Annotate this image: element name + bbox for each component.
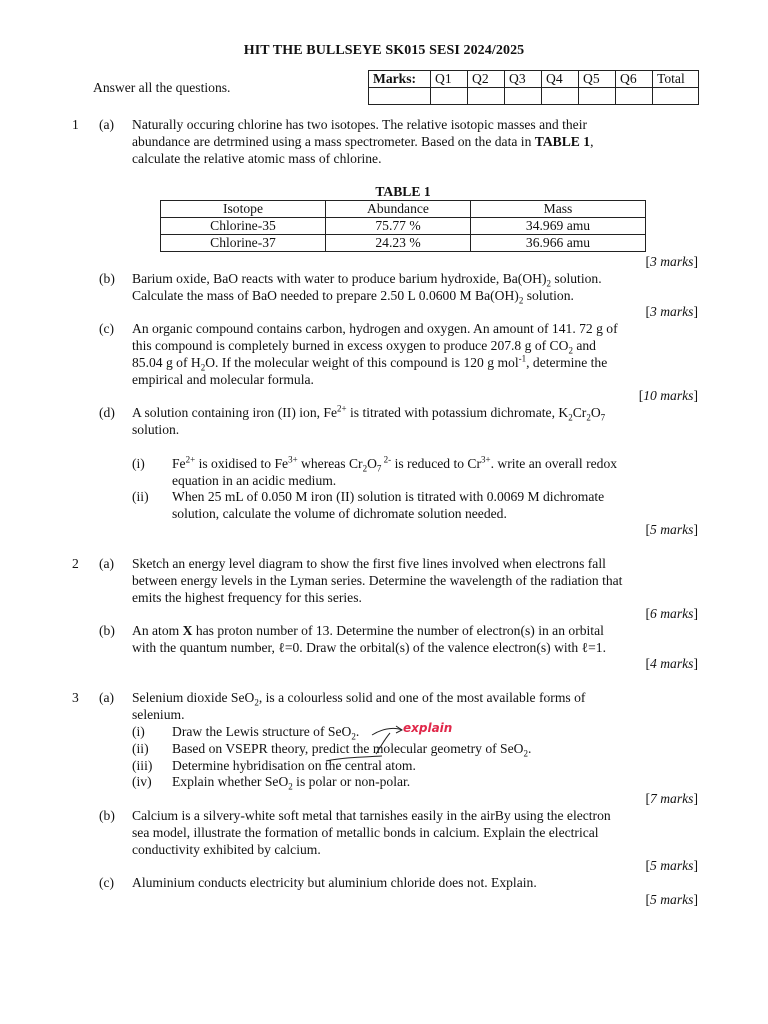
q3a-ii-text: Based on VSEPR theory, predict the molecular geometry of SeO$_2$.	[172, 741, 532, 759]
handwritten-annotation: explain	[403, 721, 453, 735]
q1b-marks: [3 marks]	[645, 304, 698, 319]
q3c-text	[132, 874, 698, 891]
q3a-iii-label: (iii)	[132, 758, 153, 773]
q1d-marks: [5 marks]	[645, 522, 698, 537]
q1a-line: abundance are detrmined using a mass spectrometer. Based on the data in TABLE 1,	[132, 134, 594, 149]
q1d-ii-line: solution, calculate the volume of dichromate solution needed.	[172, 506, 507, 521]
q3a-i-text: Draw the Lewis structure of SeO$_2$.	[172, 724, 360, 742]
q1d-line: solution.	[132, 422, 180, 437]
q2b-line: with the quantum number, ℓ=0. Draw the orbital(s) of the valence electron(s) with ℓ=1.	[132, 640, 607, 655]
q1b-line: Barium oxide, BaO reacts with water to produce barium hydroxide, $Ba(OH)_2$ solution.	[132, 271, 602, 289]
q1b-line: Calculate the mass of BaO needed to prepare 2.50 L 0.0600 M $Ba(OH)_2$ solution.	[132, 288, 574, 306]
q3a-iii-text: Determine hybridisation on the central atom.	[172, 758, 416, 773]
q1a-line: Naturally occuring chlorine has two isotopes. The relative isotopic masses and their	[132, 117, 588, 132]
q3c-marks: [5 marks]	[645, 892, 698, 907]
marks-label: Marks:	[369, 71, 431, 88]
q3b-marks: [5 marks]	[645, 858, 698, 873]
q3c-line: Aluminium conducts electricity but aluminium chloride does not. Explain.	[132, 875, 537, 890]
table-1-caption: TABLE 1	[375, 184, 431, 199]
q1c-marks: [10 marks]	[638, 388, 698, 403]
q3a-label: (a)	[99, 690, 115, 705]
q1d-i-line: equation in an acidic medium.	[172, 473, 337, 488]
q1a-marks: [3 marks]	[645, 254, 698, 269]
instruction-text: Answer all the questions.	[93, 80, 231, 95]
q3b-label: (b)	[99, 808, 115, 823]
q3a-marks: [7 marks]	[645, 791, 698, 806]
marks-col-q4: Q4	[542, 71, 579, 88]
marks-col-q5: Q5	[579, 71, 616, 88]
page-title: HIT THE BULLSEYE SK015 SESI 2024/2025	[243, 43, 525, 58]
table-cell: 34.969 amu	[471, 218, 646, 235]
q3a-i-label: (i)	[132, 724, 145, 739]
q3a-line: Selenium dioxide SeO$_2$, is a colourless solid and one of the most available forms of	[132, 690, 586, 708]
table-cell: Chlorine-35	[161, 218, 326, 235]
q1d-ii-label: (ii)	[132, 489, 149, 504]
question-3-number: 3	[72, 690, 79, 705]
q1c-line: An organic compound contains carbon, hydrogen and oxygen. An amount of 141. 72 g of	[132, 321, 618, 336]
q3a-iv-text: Explain whether SeO$_2$ is polar or non-polar.	[172, 774, 411, 792]
q1d-label: (d)	[99, 405, 115, 420]
q1a-line: calculate the relative atomic mass of chlorine.	[132, 151, 382, 166]
table-cell: Chlorine-37	[161, 235, 326, 252]
marks-col-q1: Q1	[431, 71, 468, 88]
q1a-label: (a)	[99, 117, 115, 132]
question-1-number: 1	[72, 117, 79, 132]
q1b-label: (b)	[99, 271, 115, 286]
q2b-marks: [4 marks]	[645, 656, 698, 671]
q3a-iv-label: (iv)	[132, 774, 152, 789]
marks-col-total: Total	[653, 71, 699, 88]
q3c-label: (c)	[99, 875, 115, 890]
q3b-text	[132, 807, 698, 858]
q1d-ii-line: When 25 mL of 0.050 M iron (II) solution is titrated with 0.0069 M dichromate	[172, 489, 605, 504]
marks-col-q6: Q6	[616, 71, 653, 88]
q1c-label: (c)	[99, 321, 115, 336]
q1d-line: A solution containing iron (II) ion, $Fe^{2+}$ is titrated with potassium dichromate, $K_2Cr_2O_7$	[132, 403, 606, 423]
q1c-line: 85.04 g of $H_2O$. If the molecular weight of this compound is 120 g mol$^{-1}$, determine the	[132, 353, 608, 373]
q3b-line: Calcium is a silvery-white soft metal that tarnishes easily in the airBy using the electron	[132, 808, 611, 823]
marks-col-q3: Q3	[505, 71, 542, 88]
q1c-line: this compound is completely burned in excess oxygen to produce 207.8 g of $CO_2$ and	[132, 338, 596, 356]
q1c-line: empirical and molecular formula.	[132, 372, 314, 387]
table-cell: 75.77 %	[326, 218, 471, 235]
table-cell: 36.966 amu	[471, 235, 646, 252]
q2b-label: (b)	[99, 623, 115, 638]
q3b-line: sea model, illustrate the formation of metallic bonds in calcium. Explain the electrical	[132, 825, 599, 840]
table-header-cell: Mass	[471, 201, 646, 218]
marks-col-q2: Q2	[468, 71, 505, 88]
q2b-line: An atom X has proton number of 13. Determine the number of electron(s) in an orbital	[132, 623, 604, 638]
q3a-line: selenium.	[132, 707, 185, 722]
q3a-ii-label: (ii)	[132, 741, 149, 756]
table-header-cell: Isotope	[161, 201, 326, 218]
question-2-number: 2	[72, 556, 79, 571]
q3b-line: conductivity exhibited by calcium.	[132, 842, 321, 857]
table-header-cell: Abundance	[326, 201, 471, 218]
q2a-label: (a)	[99, 556, 115, 571]
table-cell: 24.23 %	[326, 235, 471, 252]
q2a-marks: [6 marks]	[645, 606, 698, 621]
q2a-line: emits the highest frequency for this series.	[132, 590, 362, 605]
q2a-line: between energy levels in the Lyman series. Determine the wavelength of the radiation that	[132, 573, 623, 588]
q1d-i-line: $Fe^{2+}$ is oxidised to $Fe^{3+}$ whereas $Cr_2O_7$ $^{2-}$ is reduced to $Cr^{3+}$. write an overall redox	[172, 454, 618, 474]
q1d-i-label: (i)	[132, 456, 145, 471]
q2a-line: Sketch an energy level diagram to show the first five lines involved when electrons fall	[132, 556, 606, 571]
